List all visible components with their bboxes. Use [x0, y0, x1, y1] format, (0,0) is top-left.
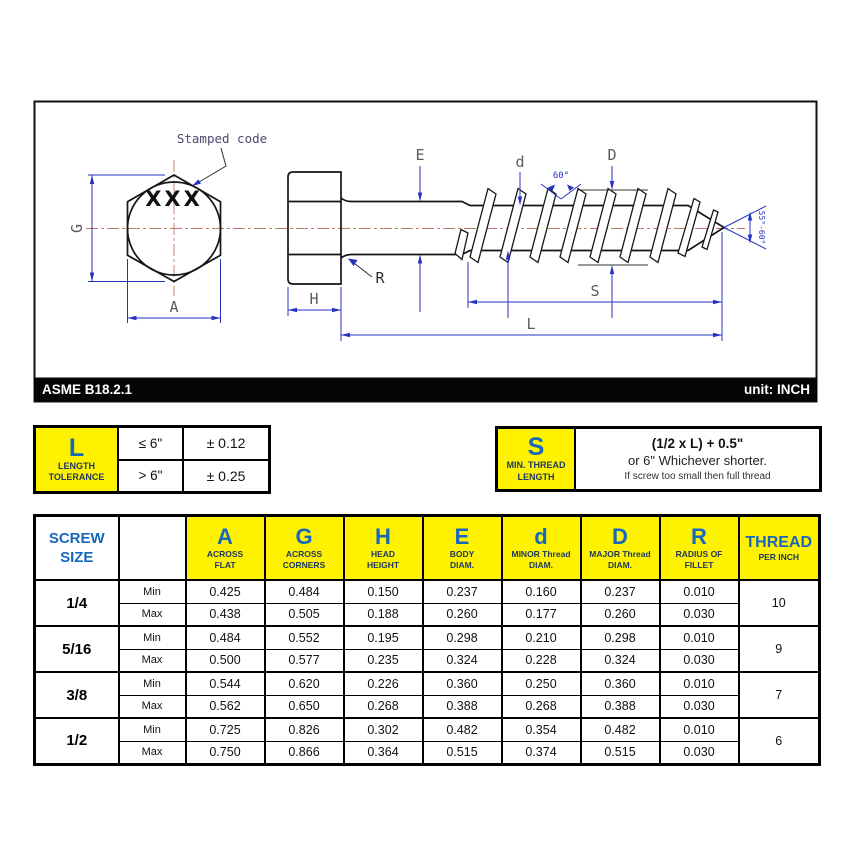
thread-length-alt: or 6" Whichever shorter. [627, 452, 767, 468]
value-cell: 0.482 [423, 718, 502, 741]
value-cell: 0.425 [186, 580, 265, 603]
dim-label-d: d [515, 153, 525, 171]
symbol-L: L [68, 433, 85, 462]
condition-cell: > 6" [118, 460, 183, 493]
dim-label-R: R [375, 269, 385, 287]
caption: LENGTH [517, 471, 555, 482]
dim-label-A: A [169, 298, 179, 316]
size-cell: 1/2 [35, 718, 119, 764]
column-header-d: d MINOR Thread DIAM. [502, 516, 581, 581]
value-cell: 0.010 [660, 580, 739, 603]
tpi-cell: 10 [739, 580, 820, 626]
size-cell: 5/16 [35, 626, 119, 672]
length-tolerance-table [33, 425, 271, 494]
tolerance-cell: ± 0.25 [183, 460, 269, 493]
value-cell: 0.226 [344, 672, 423, 695]
value-cell: 0.302 [344, 718, 423, 741]
dim-label-H: H [309, 290, 319, 308]
empty-header-cell [119, 516, 186, 581]
dim-label-E: E [415, 146, 425, 164]
technical-drawing [0, 0, 850, 410]
stamped-code-marking: XXX [145, 187, 203, 211]
dim-label-D: D [607, 146, 617, 164]
value-cell: 0.030 [660, 603, 739, 626]
value-cell: 0.866 [265, 741, 344, 764]
value-cell: 0.374 [502, 741, 581, 764]
condition-cell: ≤ 6" [118, 427, 183, 460]
min-thread-rule [575, 428, 820, 490]
value-cell: 0.030 [660, 649, 739, 672]
column-header-A: A ACROSS FLAT [186, 516, 265, 581]
value-cell: 0.577 [265, 649, 344, 672]
value-cell: 0.260 [581, 603, 660, 626]
tip-angle-label: 55°-60° [757, 210, 766, 245]
value-cell: 0.500 [186, 649, 265, 672]
value-cell: 0.010 [660, 626, 739, 649]
symbol-S: S [527, 433, 545, 462]
value-cell: 0.360 [581, 672, 660, 695]
row-1-4-max [35, 603, 820, 626]
column-header-E: E BODY DIAM. [423, 516, 502, 581]
value-cell: 0.150 [344, 580, 423, 603]
value-cell: 0.364 [344, 741, 423, 764]
row-3-8-min [35, 672, 820, 695]
value-cell: 0.228 [502, 649, 581, 672]
value-cell: 0.030 [660, 741, 739, 764]
value-cell: 0.620 [265, 672, 344, 695]
value-cell: 0.515 [581, 741, 660, 764]
value-cell: 0.505 [265, 603, 344, 626]
column-header-thread: THREAD PER INCH [739, 516, 820, 581]
min-thread-header [497, 428, 575, 490]
value-cell: 0.030 [660, 695, 739, 718]
value-cell: 0.188 [344, 603, 423, 626]
row-1-2-min [35, 718, 820, 741]
thread-angle-label: 60° [552, 171, 570, 181]
value-cell: 0.515 [423, 741, 502, 764]
value-cell: 0.250 [502, 672, 581, 695]
value-cell: 0.438 [186, 603, 265, 626]
value-cell: 0.324 [423, 649, 502, 672]
column-header-D: D MAJOR Thread DIAM. [581, 516, 660, 581]
value-cell: 0.324 [581, 649, 660, 672]
value-cell: 0.268 [502, 695, 581, 718]
screw-size-header: SCREW SIZE [35, 516, 119, 581]
value-cell: 0.010 [660, 718, 739, 741]
row-1-2-max [35, 741, 820, 764]
column-header-R: R RADIUS OF FILLET [660, 516, 739, 581]
value-cell: 0.298 [423, 626, 502, 649]
value-cell: 0.388 [423, 695, 502, 718]
length-tolerance-header [35, 427, 118, 492]
tpi-cell: 9 [739, 626, 820, 672]
max-label: Max [119, 649, 186, 672]
value-cell: 0.725 [186, 718, 265, 741]
caption: LENGTH [58, 460, 95, 471]
value-cell: 0.210 [502, 626, 581, 649]
value-cell: 0.826 [265, 718, 344, 741]
stamped-code-label: Stamped code [176, 131, 268, 146]
value-cell: 0.750 [186, 741, 265, 764]
dim-label-L: L [526, 315, 536, 333]
max-label: Max [119, 695, 186, 718]
dim-label-G: G [68, 223, 86, 234]
thread-length-note: If screw too small then full thread [624, 470, 771, 482]
value-cell: 0.268 [344, 695, 423, 718]
size-cell: 3/8 [35, 672, 119, 718]
value-cell: 0.177 [502, 603, 581, 626]
value-cell: 0.298 [581, 626, 660, 649]
max-label: Max [119, 603, 186, 626]
unit-label: unit: INCH [744, 382, 810, 397]
column-header-G: G ACROSS CORNERS [265, 516, 344, 581]
value-cell: 0.650 [265, 695, 344, 718]
caption: TOLERANCE [48, 472, 105, 482]
spec-table [33, 514, 821, 766]
min-label: Min [119, 580, 186, 603]
row-3-8-max [35, 695, 820, 718]
min-label: Min [119, 626, 186, 649]
value-cell: 0.237 [581, 580, 660, 603]
size-cell: 1/4 [35, 580, 119, 626]
value-cell: 0.484 [186, 626, 265, 649]
value-cell: 0.354 [502, 718, 581, 741]
value-cell: 0.484 [265, 580, 344, 603]
value-cell: 0.360 [423, 672, 502, 695]
tolerance-cell: ± 0.12 [183, 427, 269, 460]
value-cell: 0.562 [186, 695, 265, 718]
value-cell: 0.260 [423, 603, 502, 626]
value-cell: 0.388 [581, 695, 660, 718]
column-header-H: H HEAD HEIGHT [344, 516, 423, 581]
value-cell: 0.237 [423, 580, 502, 603]
tpi-cell: 6 [739, 718, 820, 764]
row-5-16-max [35, 649, 820, 672]
min-label: Min [119, 718, 186, 741]
value-cell: 0.552 [265, 626, 344, 649]
title-bar [34, 378, 817, 402]
min-thread-length-table [495, 426, 822, 492]
row-5-16-min [35, 626, 820, 649]
drawing-frame [35, 102, 817, 402]
value-cell: 0.482 [581, 718, 660, 741]
tpi-cell: 7 [739, 672, 820, 718]
caption: MIN. THREAD [506, 460, 566, 471]
max-label: Max [119, 741, 186, 764]
value-cell: 0.010 [660, 672, 739, 695]
value-cell: 0.195 [344, 626, 423, 649]
thread-length-formula: (1/2 x L) + 0.5" [651, 436, 744, 452]
standard-label: ASME B18.2.1 [42, 382, 133, 397]
dim-label-S: S [590, 282, 600, 300]
value-cell: 0.160 [502, 580, 581, 603]
min-label: Min [119, 672, 186, 695]
value-cell: 0.235 [344, 649, 423, 672]
value-cell: 0.544 [186, 672, 265, 695]
row-1-4-min [35, 580, 820, 603]
